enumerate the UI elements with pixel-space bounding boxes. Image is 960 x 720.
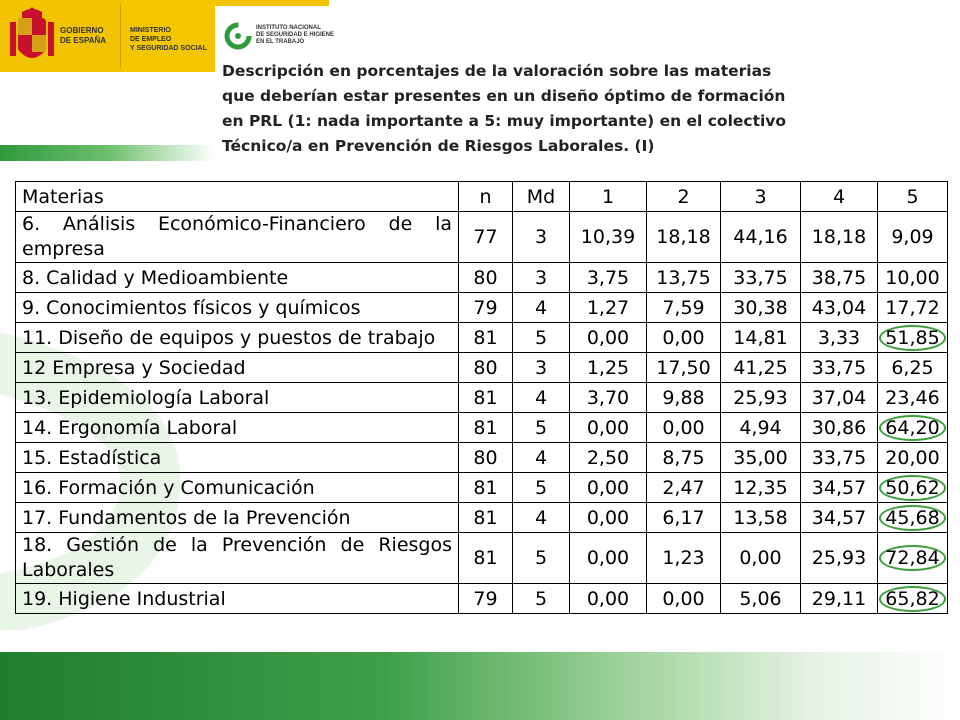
cell-pct-4: 33,75 [801, 353, 878, 383]
cell-pct-1: 0,00 [570, 323, 647, 353]
cell-n: 81 [459, 323, 513, 353]
cell-pct-5: 23,46 [878, 383, 948, 413]
table-row [16, 263, 948, 293]
coat-of-arms-icon [10, 6, 54, 64]
cell-pct-4: 33,75 [801, 443, 878, 473]
table-row [16, 473, 948, 503]
footer-gradient-band [0, 652, 960, 720]
cell-pct-3: 30,38 [721, 293, 801, 323]
cell-pct-3: 13,58 [721, 503, 801, 533]
cell-n: 81 [459, 473, 513, 503]
slide-title: Descripción en porcentajes de la valoración sobre las materias que deberían estar presentes en un diseño óptimo de formación en PRL (1: nada importante a 5: muy importante) en el colectivo Técnico/a en Prevención de Riesgos Laborales. (I) [222, 62, 787, 155]
column-header-materias: Materias [16, 182, 459, 212]
table-row [16, 503, 948, 533]
cell-pct-2: 17,50 [647, 353, 721, 383]
cell-materia: 19. Higiene Industrial [16, 584, 459, 614]
cell-pct-2: 18,18 [647, 212, 721, 263]
highlighted-value: 65,82 [879, 586, 945, 612]
cell-materia: 9. Conocimientos físicos y químicos [16, 293, 459, 323]
cell-pct-2: 9,88 [647, 383, 721, 413]
cell-pct-3: 41,25 [721, 353, 801, 383]
cell-pct-3: 5,06 [721, 584, 801, 614]
cell-pct-5 [878, 503, 948, 533]
cell-n: 81 [459, 383, 513, 413]
insht-logo-icon [224, 22, 252, 50]
cell-pct-4: 25,93 [801, 533, 878, 584]
cell-n: 80 [459, 263, 513, 293]
highlighted-value: 45,68 [879, 505, 945, 531]
cell-pct-5: 10,00 [878, 263, 948, 293]
cell-pct-5 [878, 584, 948, 614]
cell-materia: 12 Empresa y Sociedad [16, 353, 459, 383]
column-header-1: 1 [570, 182, 647, 212]
cell-pct-4: 34,57 [801, 473, 878, 503]
cell-pct-3: 12,35 [721, 473, 801, 503]
cell-n: 81 [459, 413, 513, 443]
cell-pct-2: 7,59 [647, 293, 721, 323]
cell-pct-4: 3,33 [801, 323, 878, 353]
cell-pct-2: 6,17 [647, 503, 721, 533]
table-row [16, 212, 948, 263]
cell-n: 77 [459, 212, 513, 263]
cell-pct-5 [878, 473, 948, 503]
cell-pct-3: 44,16 [721, 212, 801, 263]
government-name: GOBIERNO DE ESPAÑA [60, 26, 107, 45]
institute-name: INSTITUTO NACIONAL DE SEGURIDAD E HIGIENE EN EL TRABAJO [256, 25, 335, 45]
cell-materia: 16. Formación y Comunicación [16, 473, 459, 503]
logo-divider [120, 4, 121, 68]
cell-pct-4: 38,75 [801, 263, 878, 293]
cell-pct-1: 1,25 [570, 353, 647, 383]
cell-materia: 17. Fundamentos de la Prevención [16, 503, 459, 533]
table-row [16, 383, 948, 413]
ministry-name: MINISTERIO DE EMPLEO Y SEGURIDAD SOCIAL [130, 27, 207, 52]
cell-pct-2: 8,75 [647, 443, 721, 473]
cell-pct-3: 0,00 [721, 533, 801, 584]
cell-pct-1: 0,00 [570, 413, 647, 443]
table-row [16, 584, 948, 614]
cell-pct-4: 37,04 [801, 383, 878, 413]
cell-pct-1: 0,00 [570, 503, 647, 533]
cell-pct-3: 33,75 [721, 263, 801, 293]
cell-pct-1: 2,50 [570, 443, 647, 473]
cell-md: 5 [513, 584, 570, 614]
cell-pct-4: 30,86 [801, 413, 878, 443]
cell-pct-2: 13,75 [647, 263, 721, 293]
highlighted-value: 50,62 [879, 475, 945, 501]
cell-pct-5: 6,25 [878, 353, 948, 383]
cell-materia: 11. Diseño de equipos y puestos de trabajo [16, 323, 459, 353]
cell-materia: 14. Ergonomía Laboral [16, 413, 459, 443]
column-header-2: 2 [647, 182, 721, 212]
cell-pct-3: 4,94 [721, 413, 801, 443]
cell-pct-1: 3,75 [570, 263, 647, 293]
highlighted-value: 72,84 [879, 545, 945, 571]
cell-md: 5 [513, 533, 570, 584]
cell-pct-1: 0,00 [570, 473, 647, 503]
cell-md: 3 [513, 353, 570, 383]
cell-pct-3: 35,00 [721, 443, 801, 473]
table-row [16, 293, 948, 323]
cell-md: 4 [513, 383, 570, 413]
cell-pct-2: 0,00 [647, 323, 721, 353]
highlighted-value: 64,20 [879, 415, 945, 441]
cell-n: 80 [459, 443, 513, 473]
cell-pct-2: 0,00 [647, 413, 721, 443]
cell-materia: 8. Calidad y Medioambiente [16, 263, 459, 293]
column-header-5: 5 [878, 182, 948, 212]
cell-pct-4: 43,04 [801, 293, 878, 323]
cell-pct-1: 1,27 [570, 293, 647, 323]
cell-n: 79 [459, 293, 513, 323]
cell-md: 3 [513, 212, 570, 263]
cell-pct-5: 17,72 [878, 293, 948, 323]
cell-pct-1: 3,70 [570, 383, 647, 413]
cell-pct-5 [878, 533, 948, 584]
table-header-row [16, 182, 948, 212]
cell-materia: 13. Epidemiología Laboral [16, 383, 459, 413]
cell-pct-5: 9,09 [878, 212, 948, 263]
column-header-n: n [459, 182, 513, 212]
table-row [16, 533, 948, 584]
cell-n: 81 [459, 533, 513, 584]
cell-md: 4 [513, 293, 570, 323]
cell-materia: 18. Gestión de la Prevención de Riesgos Laborales [16, 533, 459, 584]
cell-md: 4 [513, 503, 570, 533]
table-row [16, 353, 948, 383]
cell-pct-1: 0,00 [570, 533, 647, 584]
cell-md: 5 [513, 413, 570, 443]
cell-pct-1: 10,39 [570, 212, 647, 263]
cell-n: 79 [459, 584, 513, 614]
cell-pct-5: 20,00 [878, 443, 948, 473]
cell-materia: 15. Estadística [16, 443, 459, 473]
cell-md: 5 [513, 323, 570, 353]
table-row [16, 413, 948, 443]
cell-pct-2: 2,47 [647, 473, 721, 503]
column-header-4: 4 [801, 182, 878, 212]
table-body [16, 212, 948, 614]
cell-md: 5 [513, 473, 570, 503]
cell-pct-4: 18,18 [801, 212, 878, 263]
column-header-3: 3 [721, 182, 801, 212]
cell-n: 81 [459, 503, 513, 533]
cell-materia: 6. Análisis Económico-Financiero de la empresa [16, 212, 459, 263]
green-accent-bar [0, 145, 215, 161]
cell-md: 3 [513, 263, 570, 293]
cell-pct-5 [878, 323, 948, 353]
cell-pct-2: 1,23 [647, 533, 721, 584]
cell-pct-4: 29,11 [801, 584, 878, 614]
table-row [16, 443, 948, 473]
highlighted-value: 51,85 [879, 325, 945, 351]
column-header-md: Md [513, 182, 570, 212]
cell-pct-1: 0,00 [570, 584, 647, 614]
cell-md: 4 [513, 443, 570, 473]
cell-pct-2: 0,00 [647, 584, 721, 614]
header-yellow-strip [215, 0, 329, 6]
cell-pct-5 [878, 413, 948, 443]
cell-pct-3: 25,93 [721, 383, 801, 413]
cell-pct-4: 34,57 [801, 503, 878, 533]
data-table [15, 181, 948, 614]
cell-n: 80 [459, 353, 513, 383]
cell-pct-3: 14,81 [721, 323, 801, 353]
table-row [16, 323, 948, 353]
